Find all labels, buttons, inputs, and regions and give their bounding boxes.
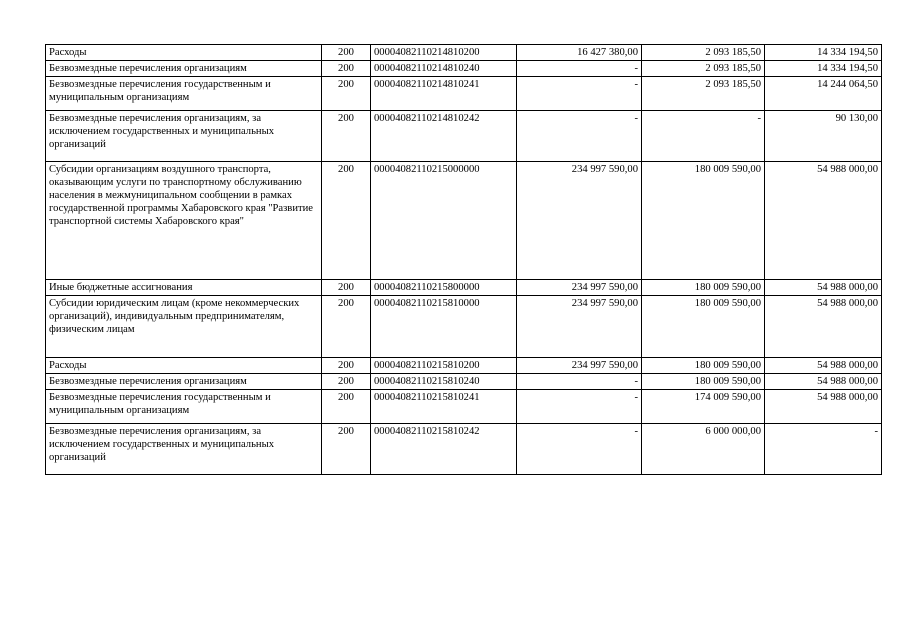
- cell-budget-code: 00004082110214810200: [371, 45, 517, 61]
- cell-executed: 2 093 185,50: [642, 45, 765, 61]
- cell-executed: 180 009 590,00: [642, 296, 765, 358]
- cell-approved: 234 997 590,00: [517, 162, 642, 280]
- cell-name: Расходы: [46, 45, 322, 61]
- cell-name: Субсидии юридическим лицам (кроме некоммерческих организаций), индивидуальным предпринимателям, физическим лицам: [46, 296, 322, 358]
- cell-unexecuted: -: [765, 424, 882, 475]
- cell-approved: -: [517, 390, 642, 424]
- cell-name: Безвозмездные перечисления организациям, за исключением государственных и муниципальных организаций: [46, 424, 322, 475]
- table-row: [46, 61, 882, 77]
- cell-budget-code: 00004082110214810242: [371, 111, 517, 162]
- table-row: [46, 45, 882, 61]
- cell-admin-code: 200: [322, 162, 371, 280]
- cell-admin-code: 200: [322, 61, 371, 77]
- cell-approved: -: [517, 111, 642, 162]
- cell-admin-code: 200: [322, 390, 371, 424]
- table-row: [46, 374, 882, 390]
- cell-name: Безвозмездные перечисления организациям: [46, 374, 322, 390]
- cell-executed: 180 009 590,00: [642, 358, 765, 374]
- cell-name: Субсидии организациям воздушного транспорта, оказывающим услуги по транспортному обслуживанию населения в межмуниципальном сообщении в рамках государственной программы Хабаровского края "Развитие транспортной системы Хабаровского края": [46, 162, 322, 280]
- cell-executed: 2 093 185,50: [642, 77, 765, 111]
- cell-budget-code: 00004082110214810240: [371, 61, 517, 77]
- cell-approved: -: [517, 61, 642, 77]
- table-row: [46, 280, 882, 296]
- cell-admin-code: 200: [322, 280, 371, 296]
- table-row: [46, 111, 882, 162]
- cell-budget-code: 00004082110215810240: [371, 374, 517, 390]
- cell-unexecuted: 54 988 000,00: [765, 390, 882, 424]
- cell-approved: 234 997 590,00: [517, 358, 642, 374]
- cell-approved: 16 427 380,00: [517, 45, 642, 61]
- cell-approved: 234 997 590,00: [517, 280, 642, 296]
- table-row: [46, 162, 882, 280]
- cell-executed: 174 009 590,00: [642, 390, 765, 424]
- cell-name: Безвозмездные перечисления организациям, за исключением государственных и муниципальных организаций: [46, 111, 322, 162]
- cell-executed: 180 009 590,00: [642, 374, 765, 390]
- cell-unexecuted: 54 988 000,00: [765, 374, 882, 390]
- table-row: [46, 296, 882, 358]
- cell-approved: -: [517, 77, 642, 111]
- cell-executed: 180 009 590,00: [642, 280, 765, 296]
- cell-admin-code: 200: [322, 374, 371, 390]
- cell-budget-code: 00004082110215810000: [371, 296, 517, 358]
- cell-name: Расходы: [46, 358, 322, 374]
- table-row: [46, 358, 882, 374]
- cell-unexecuted: 54 988 000,00: [765, 296, 882, 358]
- cell-budget-code: 00004082110215800000: [371, 280, 517, 296]
- cell-unexecuted: 90 130,00: [765, 111, 882, 162]
- cell-executed: -: [642, 111, 765, 162]
- budget-execution-table: [45, 44, 882, 475]
- cell-executed: 6 000 000,00: [642, 424, 765, 475]
- cell-admin-code: 200: [322, 77, 371, 111]
- cell-unexecuted: 54 988 000,00: [765, 280, 882, 296]
- cell-budget-code: 00004082110215810200: [371, 358, 517, 374]
- cell-budget-code: 00004082110215000000: [371, 162, 517, 280]
- table-body: [46, 45, 882, 475]
- cell-admin-code: 200: [322, 296, 371, 358]
- cell-budget-code: 00004082110215810241: [371, 390, 517, 424]
- cell-name: Безвозмездные перечисления государственным и муниципальным организациям: [46, 390, 322, 424]
- cell-approved: -: [517, 374, 642, 390]
- cell-executed: 2 093 185,50: [642, 61, 765, 77]
- cell-admin-code: 200: [322, 358, 371, 374]
- cell-unexecuted: 14 334 194,50: [765, 45, 882, 61]
- cell-approved: 234 997 590,00: [517, 296, 642, 358]
- cell-unexecuted: 54 988 000,00: [765, 162, 882, 280]
- table-row: [46, 424, 882, 475]
- cell-approved: -: [517, 424, 642, 475]
- cell-admin-code: 200: [322, 45, 371, 61]
- cell-budget-code: 00004082110214810241: [371, 77, 517, 111]
- cell-name: Безвозмездные перечисления организациям: [46, 61, 322, 77]
- cell-name: Безвозмездные перечисления государственным и муниципальным организациям: [46, 77, 322, 111]
- table-row: [46, 77, 882, 111]
- cell-executed: 180 009 590,00: [642, 162, 765, 280]
- cell-budget-code: 00004082110215810242: [371, 424, 517, 475]
- cell-admin-code: 200: [322, 111, 371, 162]
- table-row: [46, 390, 882, 424]
- cell-unexecuted: 54 988 000,00: [765, 358, 882, 374]
- cell-admin-code: 200: [322, 424, 371, 475]
- cell-name: Иные бюджетные ассигнования: [46, 280, 322, 296]
- cell-unexecuted: 14 334 194,50: [765, 61, 882, 77]
- cell-unexecuted: 14 244 064,50: [765, 77, 882, 111]
